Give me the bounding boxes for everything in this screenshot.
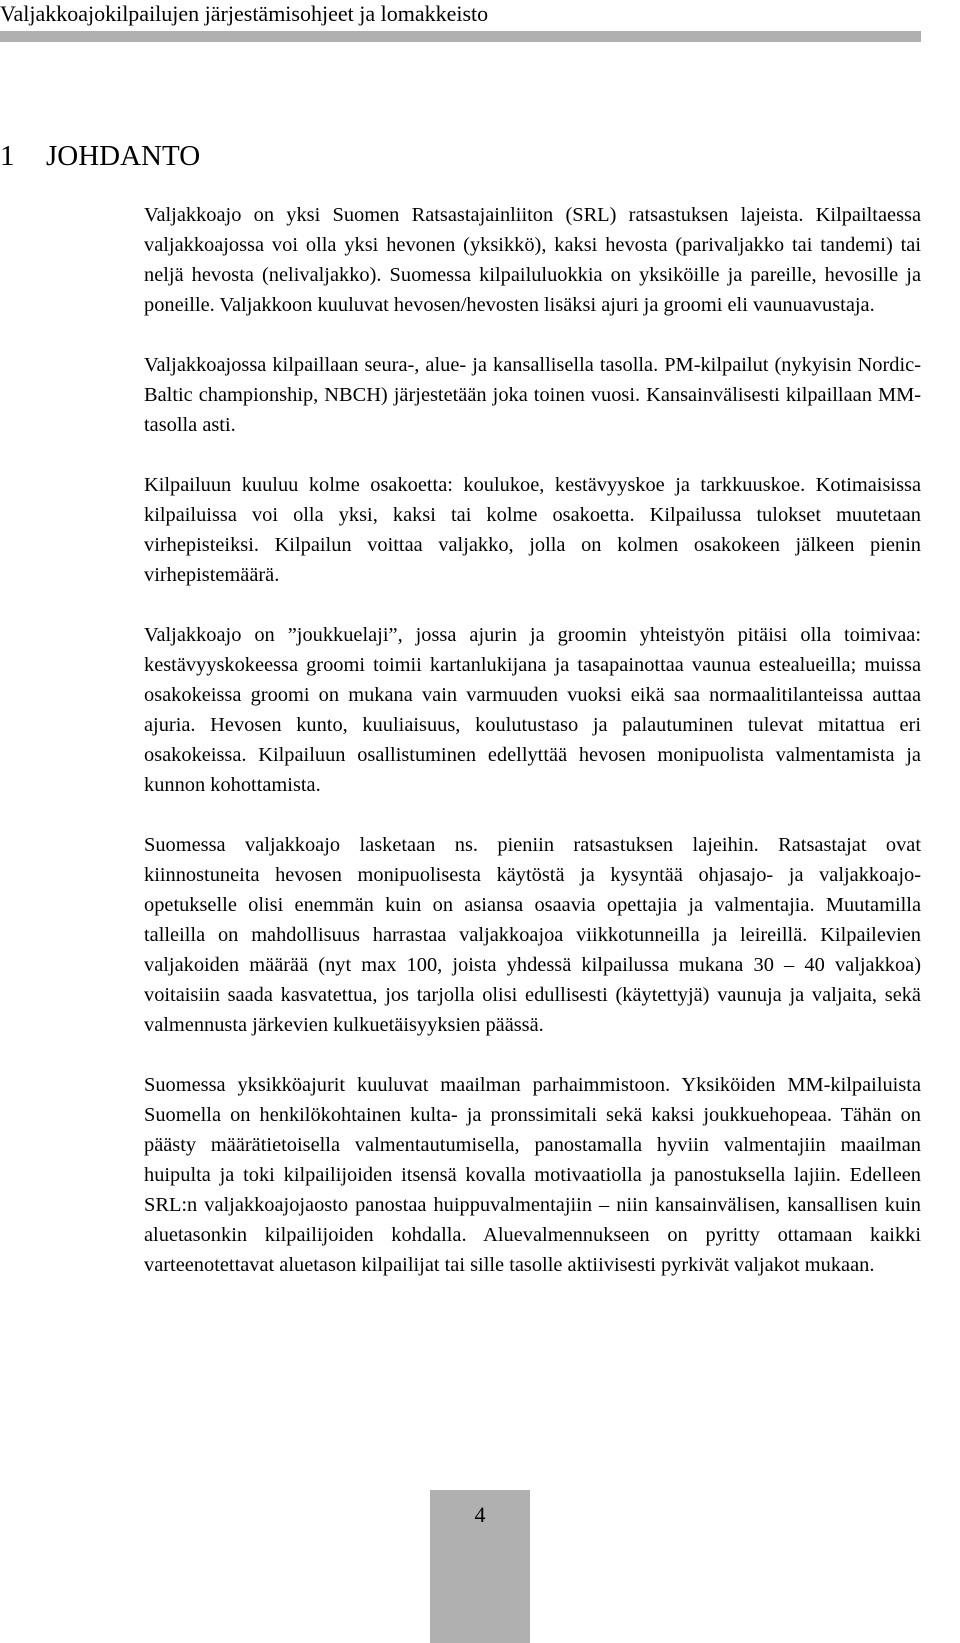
section-number: 1 [0,140,15,172]
paragraph: Suomessa valjakkoajo lasketaan ns. pieniin ratsastuksen lajeihin. Ratsastajat ovat kiinnostuneita hevosen monipuolisesta käytöstä ja kysyntää ohjasajo- ja valjakkoajo-opetukselle olisi enemmän kuin on asiansa osaavia opettajia ja valmentajia. Muutamilla talleilla on mahdollisuus harrastaa valjakkoajoa viikkotunneilla ja leireillä. Kilpailevien valjakoiden määrää (nyt max 100, joista yhdessä kilpailussa mukana 30 – 40 valjakkoa) voitaisiin saada kasvatettua, jos tarjolla olisi edullisesti (käytettyjä) vaunuja ja valjaita, sekä valmennusta järkevien kulkuetäisyyksien päässä. [144,834,921,1036]
header-rule [0,31,921,42]
page-number: 4 [474,1502,486,1527]
section-heading [0,139,200,173]
header-title: Valjakkoajokilpailujen järjestämisohjeet ja lomakkeisto [0,1,489,26]
paragraph: Suomessa yksikköajurit kuuluvat maailman parhaimmistoon. Yksiköiden MM-kilpailuista Suomella on henkilökohtainen kulta- ja pronssimitali sekä kaksi joukkuehopeaa. Tähän on päästy määrätietoisella valmentautumisella, panostamalla hyviin valmentajiin maailman huipulta ja toki kilpailijoiden itsensä kovalla motivaatiolla ja panostuksella lajiin. Edelleen SRL:n valjakkoajojaosto panostaa huippuvalmentajiin – niin kansainvälisen, kansallisen kuin aluetasonkin kilpailijoiden kohdalla. Aluevalmennukseen on pyritty ottamaan kaikki varteenotettavat aluetason kilpailijat tai sille tasolle aktiivisesti pyrkivät valjakot mukaan. [144,1074,921,1276]
section-title: JOHDANTO [46,140,201,172]
paragraph: Valjakkoajo on yksi Suomen Ratsastajainliiton (SRL) ratsastuksen lajeista. Kilpailtaessa valjakkoajossa voi olla yksi hevonen (yksikkö), kaksi hevosta (parivaljakko tai tandemi) tai neljä hevosta (nelivaljakko). Suomessa kilpailuluokkia on yksiköille ja pareille, hevosille ja poneille. Valjakkoon kuuluvat hevosen/hevosten lisäksi ajuri ja groomi eli vaunuavustaja. [144,204,921,316]
page-number-box [430,1490,530,1643]
paragraph: Kilpailuun kuuluu kolme osakoetta: koulukoe, kestävyyskoe ja tarkkuuskoe. Kotimaisissa kilpailuissa voi olla yksi, kaksi tai kolme osakoetta. Kilpailussa tulokset muutetaan virhepisteiksi. Kilpailun voittaa valjakko, jolla on kolmen osakokeen jälkeen pienin virhepistemäärä. [144,474,921,586]
paragraph: Valjakkoajo on ”joukkuelaji”, jossa ajurin ja groomin yhteistyön pitäisi olla toimivaa: kestävyyskokeessa groomi toimii kartanlukijana ja tasapainottaa vaunua estealueilla; muissa osakokeissa groomi on mukana vain varmuuden vuoksi eikä saa normaalitilanteissa auttaa ajuria. Hevosen kunto, kuuliaisuus, koulutustaso ja palautuminen tulevat mitattua eri osakokeissa. Kilpailuun osallistuminen edellyttää hevosen monipuolista valmentamista ja kunnon kohottamista. [144,624,921,796]
body-text [144,200,921,1310]
paragraph: Valjakkoajossa kilpaillaan seura-, alue- ja kansallisella tasolla. PM-kilpailut (nykyisin Nordic-Baltic championship, NBCH) järjestetään joka toinen vuosi. Kansainvälisesti kilpaillaan MM-tasolla asti. [144,354,921,436]
